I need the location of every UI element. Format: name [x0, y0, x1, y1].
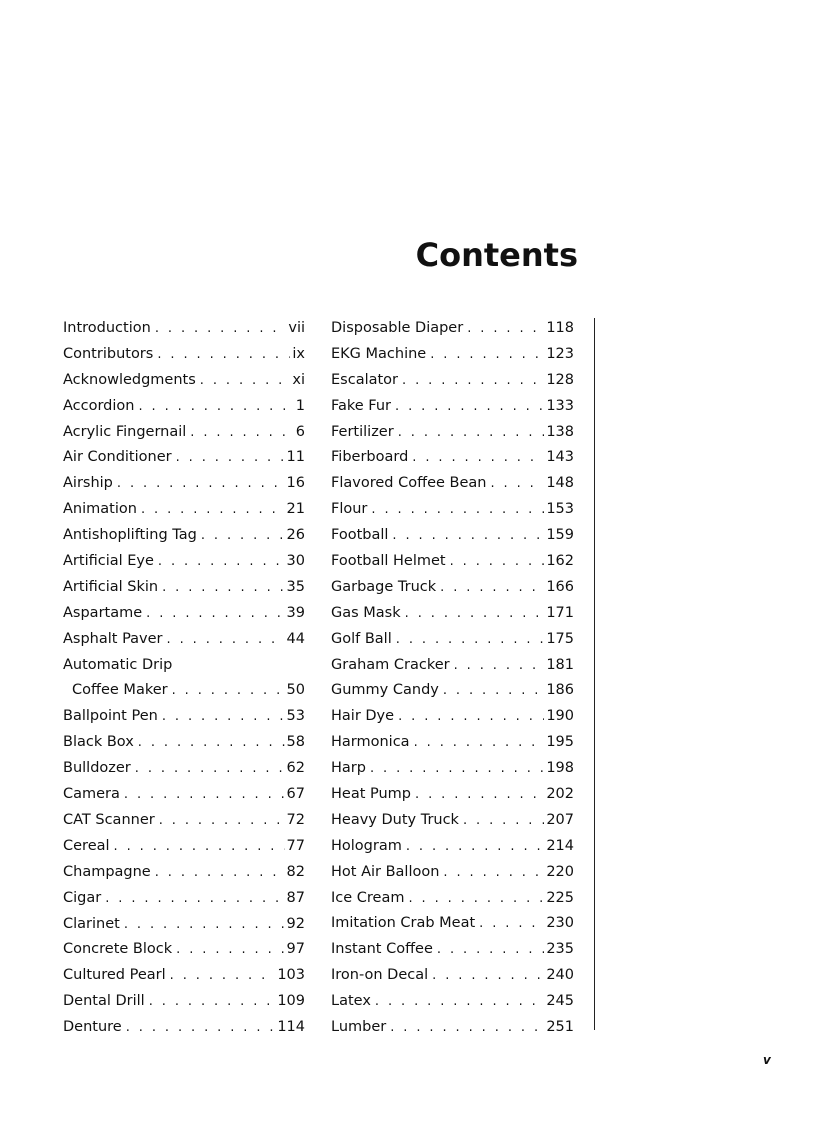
- toc-entry-page: 72: [286, 811, 305, 828]
- toc-entry[interactable]: [331, 368, 574, 394]
- toc-entry[interactable]: [63, 368, 305, 394]
- toc-entry-title: Heat Pump: [331, 786, 412, 803]
- toc-entry-page: 87: [286, 889, 305, 906]
- toc-entry-page: 240: [546, 967, 574, 984]
- dot-leader: [158, 549, 285, 575]
- toc-entry-title: Champagne: [63, 863, 151, 880]
- toc-entry-page: vii: [288, 320, 305, 336]
- dot-leader: [155, 316, 287, 342]
- toc-entry-title: Artificial Eye: [63, 553, 154, 570]
- toc-entry[interactable]: [63, 316, 305, 342]
- toc-entry-page: 153: [546, 501, 574, 518]
- dot-leader: [450, 549, 545, 575]
- toc-entry[interactable]: [331, 523, 574, 549]
- toc-entry-title: Harp: [331, 760, 366, 777]
- dot-leader: [159, 808, 285, 834]
- toc-entry-title: Fake Fur: [331, 397, 392, 414]
- toc-entry[interactable]: [331, 316, 574, 342]
- toc-entry-page: 148: [546, 475, 574, 492]
- toc-entry-page: 133: [546, 397, 574, 414]
- toc-entry-page: 195: [546, 734, 574, 751]
- toc-entry-page: 245: [546, 993, 574, 1010]
- toc-entry[interactable]: [331, 549, 574, 575]
- toc-entry-page: 251: [546, 1019, 574, 1036]
- toc-entry-page: 11: [286, 449, 305, 466]
- dot-leader: [440, 575, 544, 601]
- toc-entry[interactable]: [331, 627, 574, 653]
- toc-entry[interactable]: [63, 342, 305, 368]
- toc-entry-page: 30: [286, 553, 305, 570]
- toc-entry-title: Asphalt Paver: [63, 630, 163, 647]
- toc-entry[interactable]: [331, 834, 574, 860]
- toc-entry-page: 62: [286, 760, 305, 777]
- toc-entry[interactable]: [63, 497, 305, 523]
- dot-leader: [437, 937, 544, 963]
- page-title: Contents: [415, 236, 578, 274]
- toc-entry-page: 114: [277, 1019, 305, 1036]
- toc-entry[interactable]: [331, 445, 574, 471]
- toc-entry-page: 143: [546, 449, 574, 466]
- toc-entry-title: Imitation Crab Meat: [331, 915, 476, 932]
- dot-leader: [105, 886, 284, 912]
- toc-entry[interactable]: [331, 730, 574, 756]
- toc-entry-page: 21: [286, 501, 305, 518]
- toc-entry[interactable]: [63, 601, 305, 627]
- toc-entry-title: CAT Scanner: [63, 811, 155, 828]
- toc-entry-page: 166: [546, 578, 574, 595]
- toc-entry-page: 159: [546, 527, 574, 544]
- toc-entry-title: Cultured Pearl: [63, 967, 166, 984]
- toc-entry[interactable]: [63, 963, 305, 989]
- column-divider: [594, 318, 595, 1030]
- toc-entry-page: 67: [286, 786, 305, 803]
- toc-entry-title: Cereal: [63, 837, 110, 854]
- toc-entry-page: 58: [286, 734, 305, 751]
- dot-leader: [146, 601, 284, 627]
- toc-entry-page: 235: [546, 941, 574, 958]
- toc-entry[interactable]: [63, 704, 305, 730]
- toc-entry[interactable]: [63, 653, 305, 705]
- toc-entry-title: Disposable Diaper: [331, 320, 464, 336]
- toc-entry-title: Instant Coffee: [331, 941, 433, 958]
- toc-entry[interactable]: [331, 394, 574, 420]
- toc-left-column: [63, 316, 305, 1041]
- toc-entry[interactable]: [63, 1015, 305, 1041]
- dot-leader: [408, 886, 544, 912]
- dot-leader: [162, 575, 284, 601]
- dot-leader: [463, 808, 544, 834]
- toc-entry-title: Aspartame: [63, 604, 143, 621]
- toc-entry-title: Acrylic Fingernail: [63, 423, 187, 440]
- toc-entry[interactable]: [63, 445, 305, 471]
- toc-entry-page: 92: [286, 915, 305, 932]
- dot-leader: [479, 911, 544, 937]
- toc-entry-title: Automatic Drip: [63, 656, 173, 673]
- dot-leader: [454, 653, 545, 679]
- dot-leader: [157, 342, 290, 368]
- toc-entry-title: Fiberboard: [331, 449, 409, 466]
- toc-entry-title: Introduction: [63, 320, 151, 336]
- toc-entry[interactable]: [331, 808, 574, 834]
- dot-leader: [490, 471, 544, 497]
- toc-entry[interactable]: [63, 420, 305, 446]
- dot-leader: [149, 989, 276, 1015]
- toc-entry-page: 128: [546, 371, 574, 388]
- toc-entry-title: Antishoplifting Tag: [63, 527, 197, 544]
- toc-entry[interactable]: [331, 860, 574, 886]
- toc-entry-title: Animation: [63, 501, 137, 518]
- toc-entry[interactable]: [63, 834, 305, 860]
- toc-entry-title: Flour: [331, 501, 368, 518]
- toc-entry-page: xi: [292, 371, 305, 388]
- toc-entry-title: Graham Cracker: [331, 656, 450, 673]
- toc-entry-title: Gummy Candy: [331, 682, 439, 699]
- toc-entry[interactable]: [63, 912, 305, 938]
- toc-entry[interactable]: [331, 653, 574, 679]
- toc-entry-title: Camera: [63, 786, 120, 803]
- dot-leader: [443, 860, 544, 886]
- toc-entry[interactable]: [331, 420, 574, 446]
- toc-right-column: [331, 316, 574, 1041]
- toc-entry[interactable]: [63, 937, 305, 963]
- toc-entry[interactable]: [63, 471, 305, 497]
- dot-leader: [370, 756, 544, 782]
- toc-entry[interactable]: [331, 342, 574, 368]
- toc-entry-title: Clarinet: [63, 915, 120, 932]
- toc-entry[interactable]: [331, 911, 574, 937]
- toc-entry-page: 220: [546, 863, 574, 880]
- dot-leader: [124, 782, 285, 808]
- toc-entry-page: 109: [277, 993, 305, 1010]
- toc-entry-page: 53: [286, 708, 305, 725]
- toc-entry[interactable]: [331, 937, 574, 963]
- toc-entry-page: 207: [546, 811, 574, 828]
- dot-leader: [141, 497, 285, 523]
- toc-entry-page: 198: [546, 760, 574, 777]
- dot-leader: [126, 1015, 276, 1041]
- toc-entry-page: 162: [546, 553, 574, 570]
- toc-entry[interactable]: [331, 1015, 574, 1041]
- toc-entry-title: Heavy Duty Truck: [331, 811, 459, 828]
- toc-entry-title: Garbage Truck: [331, 578, 437, 595]
- dot-leader: [432, 963, 544, 989]
- dot-leader: [405, 601, 545, 627]
- toc-entry-page: 97: [286, 941, 305, 958]
- toc-entry-page: 35: [286, 578, 305, 595]
- dot-leader: [124, 912, 285, 938]
- toc-entry-title: Hair Dye: [331, 708, 395, 725]
- dot-leader: [176, 937, 284, 963]
- toc-entry-page: 44: [286, 630, 305, 647]
- toc-entry[interactable]: [63, 523, 305, 549]
- page-number: v: [763, 1053, 771, 1067]
- toc-entry-page: ix: [292, 345, 305, 362]
- toc-entry-page: 190: [546, 708, 574, 725]
- toc-entry[interactable]: [331, 886, 574, 912]
- toc-entry-title: EKG Machine: [331, 345, 427, 362]
- toc-entry[interactable]: [331, 756, 574, 782]
- dot-leader: [467, 316, 544, 342]
- toc-entry[interactable]: [63, 860, 305, 886]
- toc-entry-title: Gas Mask: [331, 604, 401, 621]
- toc-entry[interactable]: [63, 808, 305, 834]
- toc-entry-title: Dental Drill: [63, 993, 145, 1010]
- dot-leader: [390, 1015, 544, 1041]
- dot-leader: [176, 445, 285, 471]
- dot-leader: [135, 756, 285, 782]
- toc-entry-title: Contributors: [63, 345, 154, 362]
- toc-entry-page: 123: [546, 345, 574, 362]
- toc-entry-page: 171: [546, 604, 574, 621]
- toc-entry[interactable]: [63, 549, 305, 575]
- toc-entry-title: Artificial Skin: [63, 578, 159, 595]
- dot-leader: [167, 627, 285, 653]
- toc-entry-page: 118: [546, 320, 574, 336]
- dot-leader: [162, 704, 285, 730]
- toc-entry-page: 175: [546, 630, 574, 647]
- dot-leader: [414, 730, 545, 756]
- dot-leader: [114, 834, 285, 860]
- toc-entry-title: Denture: [63, 1019, 122, 1036]
- toc-entry[interactable]: [63, 575, 305, 601]
- toc-entry-title: Cigar: [63, 889, 102, 906]
- toc-entry[interactable]: [331, 497, 574, 523]
- toc-entry-page: 77: [286, 837, 305, 854]
- toc-entry-title: Flavored Coffee Bean: [331, 475, 487, 492]
- toc-entry[interactable]: [331, 782, 574, 808]
- toc-entry-title: Golf Ball: [331, 630, 392, 647]
- toc-entry[interactable]: [331, 704, 574, 730]
- toc-entry-title: Ice Cream: [331, 889, 405, 906]
- dot-leader: [415, 782, 544, 808]
- toc-entry-page: 16: [286, 475, 305, 492]
- toc-entry-title: Hot Air Balloon: [331, 863, 440, 880]
- toc-entry[interactable]: [331, 989, 574, 1015]
- toc-entry-page: 82: [286, 863, 305, 880]
- toc-entry[interactable]: [63, 627, 305, 653]
- toc-entry-title-continued: Coffee Maker: [72, 682, 168, 699]
- dot-leader: [406, 834, 544, 860]
- toc-entry-page: 103: [277, 967, 305, 984]
- dot-leader: [392, 523, 544, 549]
- toc-entry-title: Fertilizer: [331, 423, 394, 440]
- toc-entry-page: 26: [286, 527, 305, 544]
- toc-entry-title: Air Conditioner: [63, 449, 172, 466]
- toc-entry-title: Black Box: [63, 734, 134, 751]
- toc-entry-title: Hologram: [331, 837, 402, 854]
- dot-leader: [155, 860, 285, 886]
- toc-entry[interactable]: [63, 394, 305, 420]
- toc-entry-page: 214: [546, 837, 574, 854]
- dot-leader: [402, 368, 544, 394]
- dot-leader: [443, 678, 544, 704]
- toc-entry-page: 138: [546, 423, 574, 440]
- toc-entry[interactable]: [63, 756, 305, 782]
- toc-entry-page: 230: [546, 915, 574, 932]
- dot-leader: [371, 497, 544, 523]
- dot-leader: [412, 445, 544, 471]
- toc-entry[interactable]: [331, 601, 574, 627]
- dot-leader: [395, 394, 544, 420]
- toc-entry-page: 202: [546, 786, 574, 803]
- toc-entry[interactable]: [63, 886, 305, 912]
- toc-entry[interactable]: [63, 730, 305, 756]
- dot-leader: [201, 523, 285, 549]
- dot-leader: [398, 420, 545, 446]
- toc-entry-page: 6: [295, 423, 305, 440]
- toc-entry-title: Concrete Block: [63, 941, 173, 958]
- toc-entry-title: Iron-on Decal: [331, 967, 429, 984]
- toc-entry-page: 186: [546, 682, 574, 699]
- toc-entry[interactable]: [331, 471, 574, 497]
- toc-entry-page: 181: [546, 656, 574, 673]
- toc-entry[interactable]: [331, 963, 574, 989]
- toc-entry-title: Accordion: [63, 397, 135, 414]
- toc-entry-title: Acknowledgments: [63, 371, 196, 388]
- toc-entry-page: 39: [286, 604, 305, 621]
- toc-entry-title: Football: [331, 527, 389, 544]
- toc-entry-title: Lumber: [331, 1019, 387, 1036]
- dot-leader: [375, 989, 544, 1015]
- toc-entry-title: Escalator: [331, 371, 399, 388]
- dot-leader: [170, 963, 276, 989]
- toc-entry-title: Bulldozer: [63, 760, 131, 777]
- toc-entry-title: Football Helmet: [331, 553, 446, 570]
- toc-entry[interactable]: [331, 575, 574, 601]
- dot-leader: [138, 730, 285, 756]
- toc-entry-title: Airship: [63, 475, 113, 492]
- toc-entry[interactable]: [63, 989, 305, 1015]
- toc-entry-page: 50: [286, 682, 305, 699]
- dot-leader: [172, 678, 285, 704]
- toc-entry[interactable]: [63, 782, 305, 808]
- toc-entry[interactable]: [331, 678, 574, 704]
- dot-leader: [138, 394, 293, 420]
- toc-entry-title: Ballpoint Pen: [63, 708, 158, 725]
- dot-leader: [117, 471, 285, 497]
- toc-entry-title: Latex: [331, 993, 371, 1010]
- dot-leader: [190, 420, 293, 446]
- dot-leader: [396, 627, 545, 653]
- toc-entry-title: Harmonica: [331, 734, 410, 751]
- toc-entry-page: 1: [295, 397, 305, 414]
- toc-entry-page: 225: [546, 889, 574, 906]
- dot-leader: [430, 342, 544, 368]
- dot-leader: [200, 368, 291, 394]
- dot-leader: [398, 704, 544, 730]
